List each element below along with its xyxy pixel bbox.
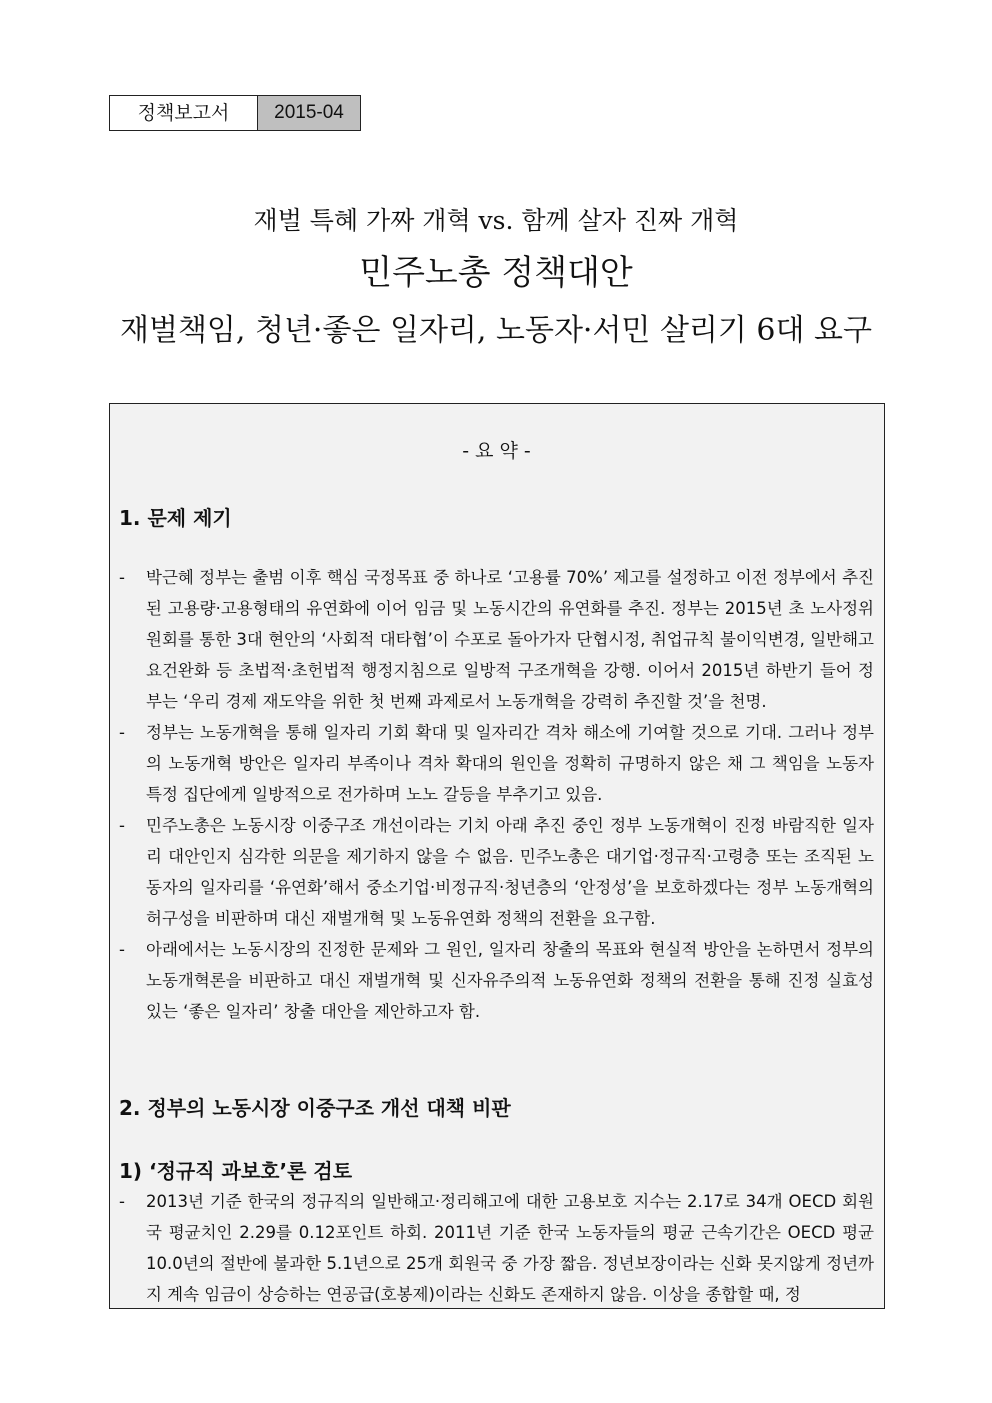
title-block	[0, 196, 992, 362]
report-tag	[109, 95, 361, 131]
bullet-item: - 박근혜 정부는 출범 이후 핵심 국정목표 중 하나로 ‘고용률 70%’ 제고를 설정하고 이전 정부에서 추진된 고용량·고용형태의 유연화에 이어 임금 및 노동시간의 유연화를 추진. 정부는 2015년 초 노사정위원회를 통한 3대 현안의 ‘사회적 대타협’이 수포로 돌아가자 단협시정, 취업규칙 불이익변경, 일반해고 요건완화 등 초법적·초헌법적 행정지침으로 일방적 구조개혁을 강행. 이어서 2015년 하반기 들어 정부는 ‘우리 경제 재도약을 위한 첫 번째 과제로서 노동개혁을 강력히 추진할 것’을 천명.	[119, 562, 874, 717]
problem-bullet-list	[119, 562, 874, 1027]
section-heading-critique: 2. 정부의 노동시장 이중구조 개선 대책 비판	[119, 1096, 511, 1120]
demands-title: 재벌책임, 청년·좋은 일자리, 노동자·서민 살리기 6대 요구	[119, 313, 872, 348]
subsection-heading: 1) ‘정규직 과보호’론 검토	[119, 1159, 353, 1183]
main-title: 민주노총 정책대안	[359, 253, 633, 293]
bullet-item: - 아래에서는 노동시장의 진정한 문제와 그 원인, 일자리 창출의 목표와 현실적 방안을 논하면서 정부의 노동개혁론을 비판하고 대신 재벌개혁 및 신자유주의적 노동유연화 정책의 전환을 통해 진정 실효성 있는 ‘좋은 일자리’ 창출 대안을 제안하고자 함.	[119, 934, 874, 1027]
summary-heading: - 요 약 -	[462, 440, 531, 462]
report-type-label: 정책보고서	[110, 96, 258, 130]
section-heading-problem: 1. 문제 제기	[119, 506, 232, 530]
summary-box	[109, 403, 885, 1309]
bullet-item: - 정부는 노동개혁을 통해 일자리 기회 확대 및 일자리간 격차 해소에 기여할 것으로 기대. 그러나 정부의 노동개혁 방안은 일자리 부족이나 격차 확대의 원인을 정확히 규명하지 않은 채 그 책임을 노동자 특정 집단에게 일방적으로 전가하며 노노 갈등을 부추기고 있음.	[119, 717, 874, 810]
bullet-item: - 민주노총은 노동시장 이중구조 개선이라는 기치 아래 추진 중인 정부 노동개혁이 진정 바람직한 일자리 대안인지 심각한 의문을 제기하지 않을 수 없음. 민주노총은 대기업·정규직·고령층 또는 조직된 노동자의 일자리를 ‘유연화’해서 중소기업·비정규직·청년층의 ‘안정성’을 보호하겠다는 정부 노동개혁의 허구성을 비판하며 대신 재벌개혁 및 노동유연화 정책의 전환을 요구함.	[119, 810, 874, 934]
bullet-item: - 2013년 기준 한국의 정규직의 일반해고·정리해고에 대한 고용보호 지수는 2.17로 34개 OECD 회원국 평균치인 2.29를 0.12포인트 하회. 2011년 기준 한국 노동자들의 평균 근속기간은 OECD 평균 10.0년의 절반에 불과한 5.1년으로 25개 회원국 중 가장 짧음. 정년보장이라는 신화 못지않게 정년까지 계속 임금이 상승하는 연공급(호봉제)이라는 신화도 존재하지 않음. 이상을 종합할 때, 정	[119, 1186, 874, 1309]
report-number: 2015-04	[258, 96, 360, 130]
critique-bullet-list	[119, 1186, 874, 1309]
subtitle: 재벌 특혜 가짜 개혁 vs. 함께 살자 진짜 개혁	[253, 206, 739, 235]
